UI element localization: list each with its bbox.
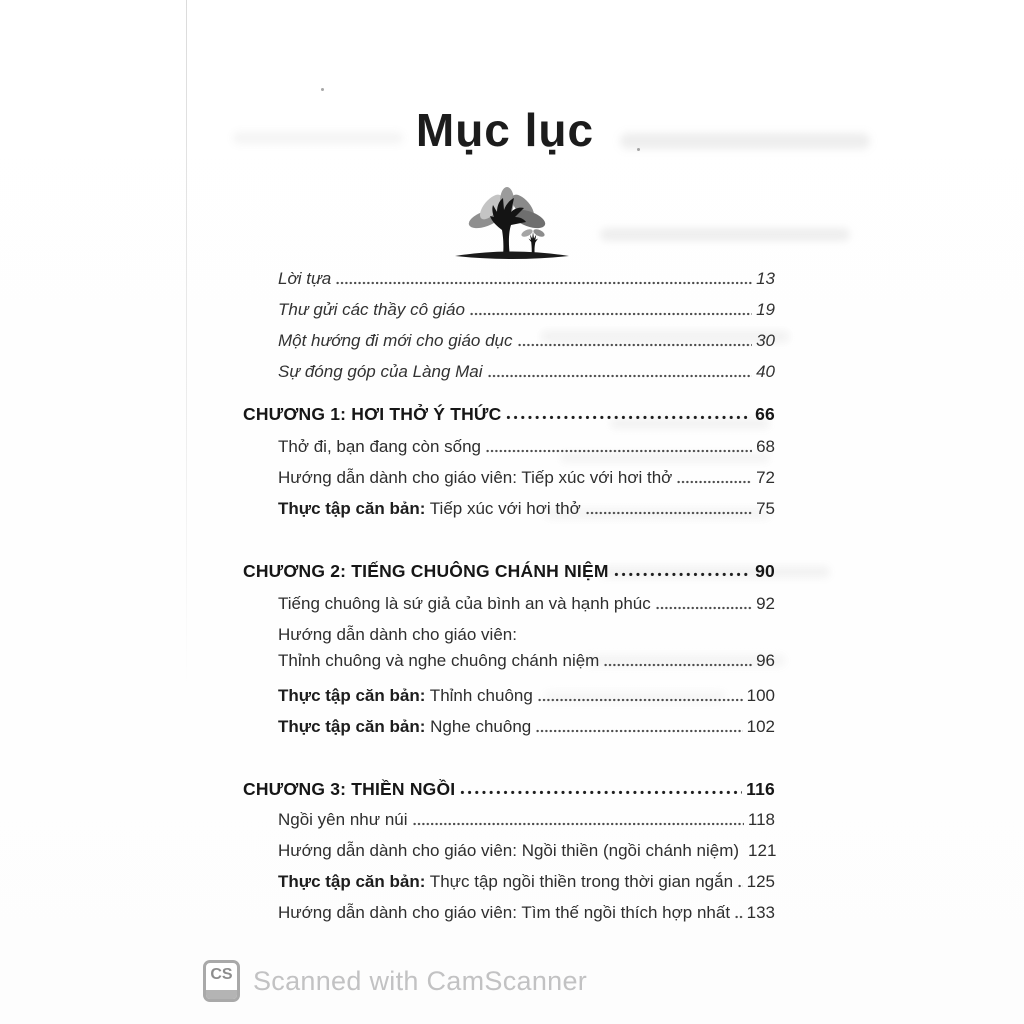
toc-entry <box>278 289 775 320</box>
toc-entry <box>278 351 775 382</box>
dot-leader <box>536 729 742 733</box>
toc-page-number: 13 <box>756 269 775 289</box>
toc-chapter-heading <box>243 390 775 424</box>
dot-leader <box>413 822 744 826</box>
toc-entry <box>278 457 775 488</box>
dot-leader <box>614 572 751 577</box>
toc-entry <box>278 861 775 892</box>
toc-entry-label: Một hướng đi mới cho giáo dục <box>278 331 513 351</box>
table-of-contents <box>243 258 775 923</box>
toc-entry <box>278 583 775 614</box>
toc-page-number: 68 <box>756 437 775 457</box>
camscanner-logo-icon <box>203 960 240 1002</box>
toc-entry <box>278 645 775 671</box>
scan-speck <box>321 88 324 91</box>
toc-entry-label: Thỉnh chuông và nghe chuông chánh niệm <box>278 651 600 671</box>
toc-entry-label: Hướng dẫn dành cho giáo viên: Tìm thế ngồi thích hợp nhất <box>278 903 731 923</box>
dot-leader <box>604 663 752 667</box>
dot-leader <box>506 415 751 420</box>
toc-page-number: 66 <box>755 403 775 424</box>
dot-leader <box>460 790 742 795</box>
toc-entry-text: Thỉnh chuông <box>425 686 533 706</box>
dot-leader <box>586 511 752 515</box>
dot-leader <box>738 884 743 888</box>
toc-entry <box>278 614 775 645</box>
toc-entry-text: Tiếp xúc với hơi thở <box>425 499 581 519</box>
toc-entry-label: Tiếng chuông là sứ giả của bình an và hạnh phúc <box>278 594 651 614</box>
toc-entry-label <box>278 686 533 706</box>
toc-entry-bold-prefix: Thực tập căn bản: <box>278 686 426 706</box>
toc-entry-label: Sự đóng góp của Làng Mai <box>278 362 483 382</box>
toc-page-number: 116 <box>746 778 775 799</box>
toc-entry-label <box>278 872 733 892</box>
toc-entry <box>278 426 775 457</box>
dot-leader <box>486 449 752 453</box>
toc-page-number: 72 <box>756 468 775 488</box>
toc-page-number: 96 <box>756 651 775 671</box>
hand-tree-logo <box>447 186 577 262</box>
toc-entry <box>278 892 775 923</box>
toc-entry <box>278 830 775 861</box>
toc-page-number: 40 <box>756 362 775 382</box>
toc-page-number: 102 <box>746 717 775 737</box>
cs-badge-letters: CS <box>210 966 233 983</box>
dot-leader <box>735 915 743 919</box>
toc-entry <box>278 320 775 351</box>
toc-entry-label: Thở đi, bạn đang còn sống <box>278 437 482 457</box>
dot-leader <box>656 606 752 610</box>
toc-chapter-heading <box>243 765 775 799</box>
toc-entry-label: Thư gửi các thầy cô giáo <box>278 300 465 320</box>
page-title: Mục lục <box>415 104 595 156</box>
bleed-through-smudge <box>600 228 850 241</box>
toc-page-number: 133 <box>746 903 775 923</box>
toc-entry-bold-prefix: Thực tập căn bản: <box>278 872 426 892</box>
toc-entry-label: Ngồi yên như núi <box>278 810 408 830</box>
toc-entry-label: Hướng dẫn dành cho giáo viên: <box>278 625 517 645</box>
dot-leader <box>518 343 753 347</box>
toc-page-number: 92 <box>756 594 775 614</box>
toc-entry <box>278 488 775 519</box>
toc-entry <box>278 675 775 706</box>
toc-entry <box>278 258 775 289</box>
watermark-text: Scanned with CamScanner <box>253 965 588 996</box>
toc-entry-label: Hướng dẫn dành cho giáo viên: Tiếp xúc với hơi thở <box>278 468 673 488</box>
toc-entry-label: Hướng dẫn dành cho giáo viên: Ngồi thiền (ngồi chánh niệm) <box>278 841 740 861</box>
toc-page-number: 125 <box>746 872 775 892</box>
toc-entry-bold-prefix: Thực tập căn bản: <box>278 717 426 737</box>
toc-chapter-title: CHƯƠNG 3: THIỀN NGỒI <box>243 778 456 799</box>
dot-leader <box>677 480 752 484</box>
dot-leader <box>470 312 752 316</box>
toc-entry-text: Nghe chuông <box>425 717 532 737</box>
toc-entry <box>278 799 775 830</box>
toc-page-number: 90 <box>755 560 775 581</box>
dot-leader <box>488 374 753 378</box>
dot-leader <box>538 698 743 702</box>
toc-entry-bold-prefix: Thực tập căn bản: <box>278 499 426 519</box>
toc-chapter-heading <box>243 547 775 581</box>
toc-entry-label <box>278 499 581 519</box>
toc-page-number: 121 <box>748 841 777 861</box>
toc-page-number: 118 <box>747 810 775 830</box>
toc-entry-label <box>278 717 531 737</box>
toc-page-number: 19 <box>756 300 775 320</box>
camscanner-watermark <box>203 960 587 1002</box>
toc-entry-label: Lời tựa <box>278 269 332 289</box>
toc-page-number: 100 <box>746 686 775 706</box>
toc-chapter-title: CHƯƠNG 2: TIẾNG CHUÔNG CHÁNH NIỆM <box>243 560 609 581</box>
toc-chapter-title: CHƯƠNG 1: HƠI THỞ Ý THỨC <box>243 403 502 424</box>
toc-entry-text: Thực tập ngồi thiền trong thời gian ngắn <box>425 872 734 892</box>
toc-page-number: 75 <box>756 499 775 519</box>
toc-page-number: 30 <box>756 331 775 351</box>
toc-entry <box>278 706 775 737</box>
dot-leader <box>336 281 752 285</box>
cs-badge-bar <box>206 990 237 999</box>
